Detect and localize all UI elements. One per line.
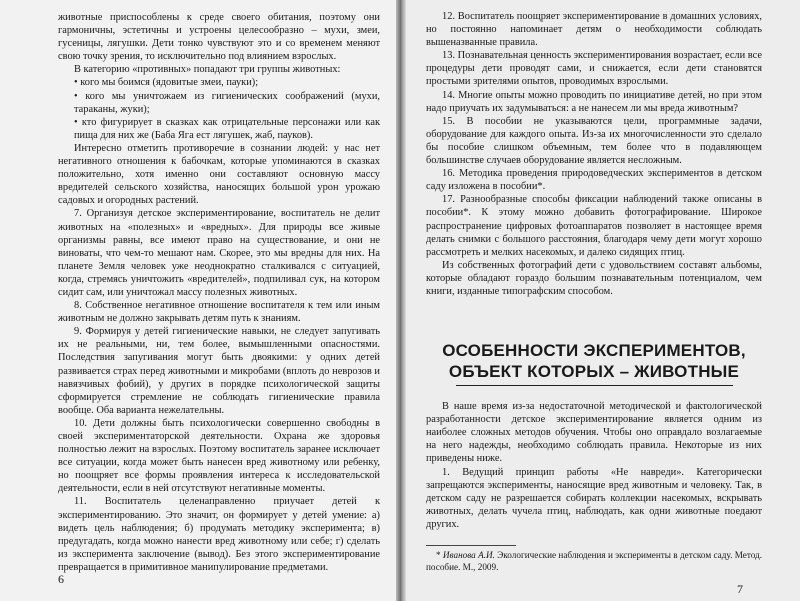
- footnote-author: Иванова А.И.: [442, 550, 495, 560]
- paragraph: 10. Дети должны быть психологически совершенно свободны в своей экспериментаторской деятельности. Охрана же здоровья полностью лежит на взрослых. Поэтому воспитатель заранее исключает все ситуации, когда может быть нанесен вред животному или ребенку, но поощряет все формы проявления интереса к исследовательской деятельности, если в ней отсутствуют негативные моменты.: [58, 417, 380, 495]
- paragraph: Интересно отметить противоречие в сознании людей: у нас нет негативного отношения к бабочкам, которые упоминаются в сказках положительно, хотя именно они составляют основную массу вредителей сельского хозяйства, наносящих большой урон урожаю садовых и огородных растений.: [58, 142, 380, 207]
- paragraph: 16. Методика проведения природоведческих экспериментов в детском саду изложена в пособии*.: [426, 168, 762, 193]
- bullet-item: • кто фигурирует в сказках как отрицательные персонажи или как пища для них же (Баба Яга ест лягушек, жаб, пауков).: [74, 116, 380, 141]
- paragraph: В категорию «противных» попадают три группы животных:: [74, 64, 341, 76]
- bullet-item: • кого мы боимся (ядовитые змеи, пауки);: [74, 77, 259, 89]
- paragraph: 11. Воспитатель целенаправленно приучает детей к экспериментированию. Это значит, он формирует у детей умение: а) видеть цель наблюдения; б) продумать методику эксперимента; в) предугадать, когда можно нанести вред животному или себе; г) сделать из эксперимента заключение (вывод). Без этого экспериментирование превращается в примитивное манипулирование предметами.: [58, 496, 380, 573]
- paragraph: 7. Организуя детское экспериментирование, воспитатель не делит животных на «полезных» и «вредных». Для природы все живые организмы равны, все имеют право на существование, и они не виноваты, что чем-то мешают нам. Скорее, это мы вредны для них. На планете Земля человек уже неоднократно сталкивался с ситуацией, когда, стремясь уничтожить «вредителей», подпиливал сук, на котором сидит сам, или уничтожал массу полезных животных.: [58, 208, 380, 298]
- footnote-divider: [426, 545, 516, 546]
- paragraph: 12. Воспитатель поощряет экспериментирование в домашних условиях, но постоянно напоминает детям о необходимости соблюдать вышеназванные правила.: [426, 11, 762, 49]
- paragraph: 14. Многие опыты можно проводить по инициативе детей, но при этом надо приучать их задумываться: а не нанесем ли мы вреда животным?: [426, 89, 762, 114]
- paragraph: 8. Собственное негативное отношение воспитателя к тем или иным животным не должно закрывать детям путь к знаниям.: [58, 300, 380, 325]
- paragraph: 17. Разнообразные способы фиксации наблюдений также описаны в пособии*. К этому можно добавить фотографирование. Широкое распространение цифровых фотоаппаратов позволяет в настоящее время делать снимки с большого расстояния, благодаря чему дети могут хорошо рассмотреть и мелких насекомых, и далеко сидящих птиц.: [426, 194, 762, 258]
- footnote-marker: *: [436, 550, 441, 560]
- page-number-right: 7: [737, 582, 743, 596]
- footnote-text: Экологические наблюдения и эксперименты в детском саду. Метод. пособие. М., 2009.: [426, 550, 763, 572]
- heading-underline: [456, 385, 733, 386]
- footnote: [426, 550, 762, 573]
- right-page: [402, 0, 800, 601]
- paragraph: 1. Ведущий принцип работы «Не навреди». Категорически запрещаются эксперименты, наносящие вред животным и человеку. Так, в детском саду не разрешается собирать коллекции насекомых, вскрывать животных, делать чучела птиц, наблюдать, как одни животные поедают других.: [426, 466, 762, 530]
- right-bottom-paragraphs: [426, 400, 762, 531]
- section-heading-line-1: ОСОБЕННОСТИ ЭКСПЕРИМЕНТОВ,: [442, 341, 746, 361]
- right-text-column: [426, 10, 762, 573]
- right-top-paragraphs: [426, 10, 762, 298]
- left-text-column: [58, 11, 380, 574]
- section-heading: [426, 340, 762, 382]
- paragraph: 15. В пособии не указываются цели, программные задачи, оборудование для каждого опыта. Из-за их многочисленности это сделало бы пособие слишком объемным, тем более что в подавляющем большинстве случаев оборудование является несложным.: [426, 115, 762, 167]
- book-gutter: [396, 0, 406, 601]
- page-number-left: 6: [58, 572, 64, 586]
- section-heading-line-2: ОБЪЕКТ КОТОРЫХ – ЖИВОТНЫЕ: [448, 362, 740, 382]
- bullet-item: • кого мы уничтожаем из гигиенических соображений (мухи, тараканы, жуки);: [74, 90, 380, 115]
- paragraph: животные приспособлены к среде своего обитания, поэтому они гармоничны, эстетичны и устроены целесообразно – мухи, змеи, гусеницы, лягушки. Дети тонко чувствуют это и со временем меняют свою точку зрения, то исключительно под влиянием взрослых.: [58, 12, 380, 63]
- paragraph: 9. Формируя у детей гигиенические навыки, не следует запугивать их не реальными, ни, тем более, вымышленными опасностями. Последствия запугивания могут быть двоякими: у одних детей развивается страх перед животными и микробами (вплоть до неврозов и навязчивых фобий), у других в порядке психологической защиты сформируется стремление не соблюдать гигиенические правила вообще. Оба варианта нежелательны.: [58, 326, 380, 416]
- paragraph: Из собственных фотографий дети с удовольствием составят альбомы, которые обладают гораздо большим познавательным потенциалом, чем книги, изданные типографским способом.: [426, 259, 762, 297]
- paragraph: 13. Познавательная ценность экспериментирования возрастает, если все процедуры дети проводят сами, и снижается, если дети становятся простыми зрителями опытов, проводимых взрослыми.: [426, 50, 762, 88]
- paragraph: В наше время из-за недостаточной методической и фактологической разработанности детское экспериментирование является одним из наиболее сложных методов обучения. Чтобы оно оправдало возлагаемые на него надежды, необходимо соблюдать правила. Некоторые из них приведены ниже.: [426, 401, 762, 465]
